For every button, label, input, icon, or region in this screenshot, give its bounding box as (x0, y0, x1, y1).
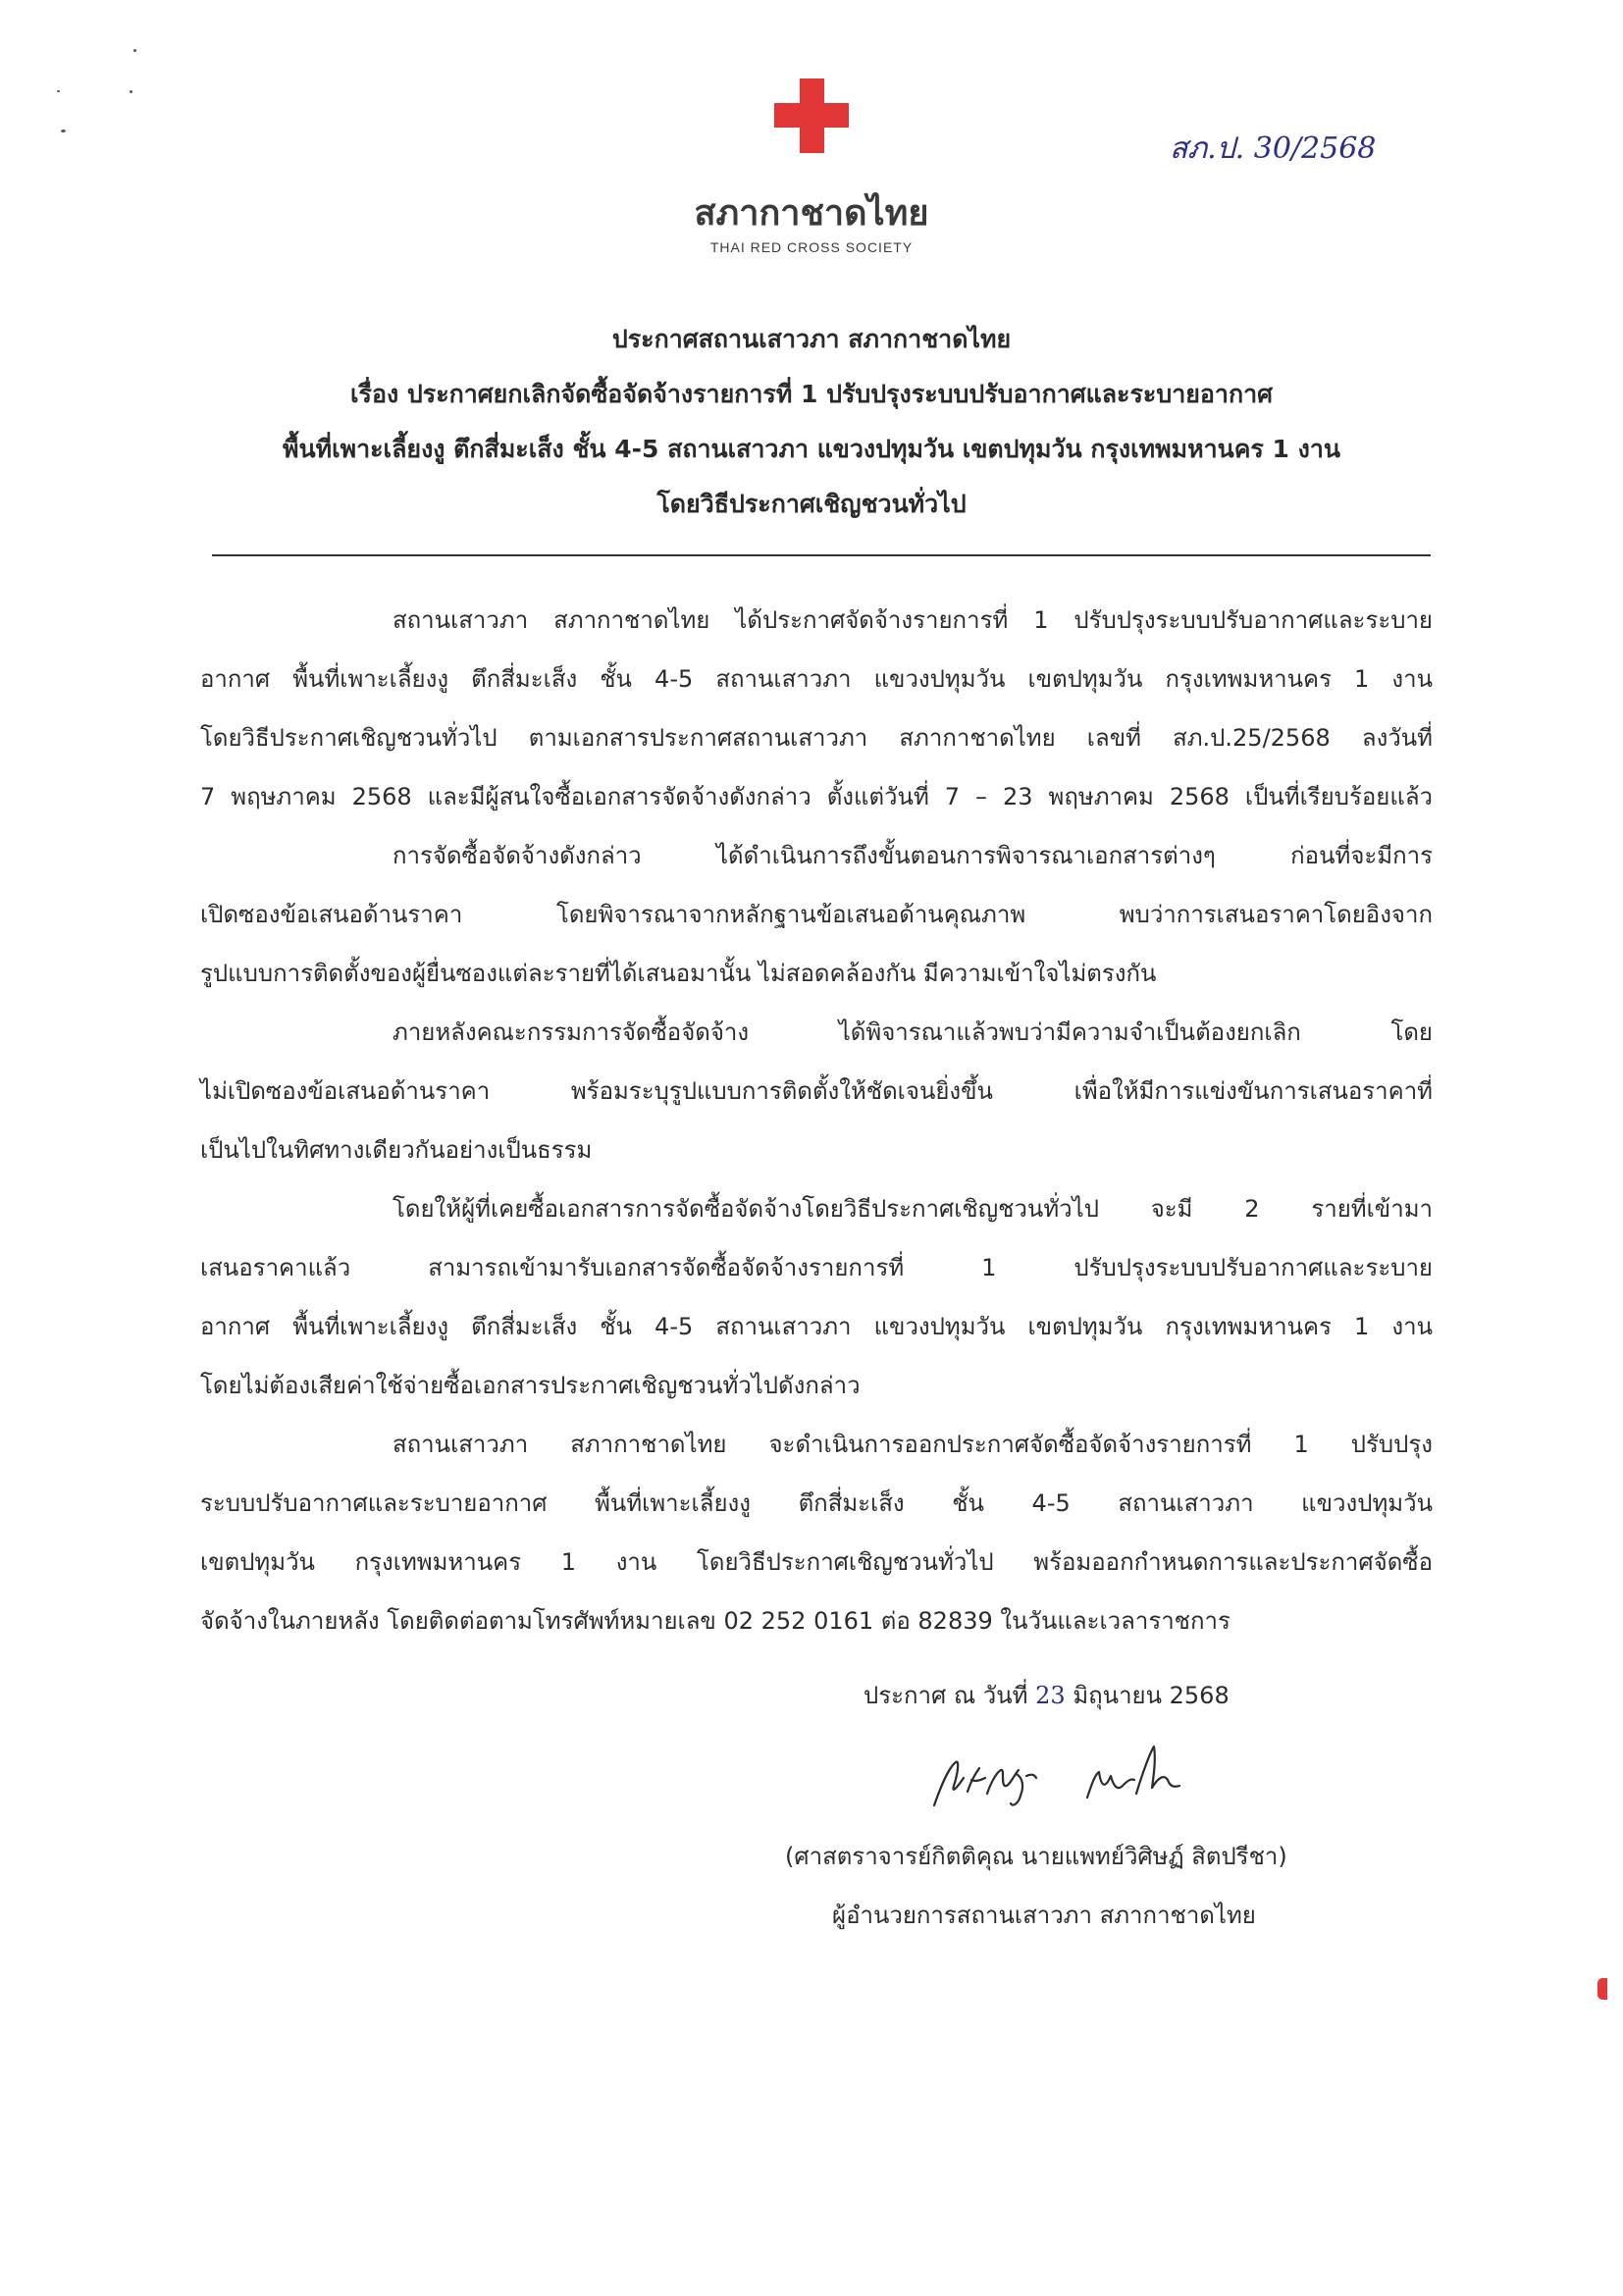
scan-speck (133, 49, 136, 52)
reference-number: สภ.ป. 30/2568 (1170, 131, 1377, 166)
body-line: โดยให้ผู้ที่เคยซื้อเอกสารการจัดซื้อจัดจ้างโดยวิธีประกาศเชิญชวนทั่วไป จะมี 2 รายที่เข้ามา (393, 1195, 1433, 1223)
body-line: รูปแบบการติดตั้งของผู้ยื่นซองแต่ละรายที่ได้เสนอมานั้น ไม่สอดคล้องกัน มีความเข้าใจไม่ตรงกัน (200, 960, 1157, 987)
title-divider (212, 554, 1431, 556)
body-line: การจัดซื้อจัดจ้างดังกล่าว ได้ดำเนินการถึงขั้นตอนการพิจารณาเอกสารต่างๆ ก่อนที่จะมีการ (393, 842, 1433, 869)
org-name-english: THAI RED CROSS SOCIETY (709, 239, 914, 255)
body-line: โดยไม่ต้องเสียค่าใช้จ่ายซื้อเอกสารประกาศเชิญชวนทั่วไปดังกล่าว (200, 1372, 861, 1399)
signatory-position: ผู้อำนวยการสถานเสาวภา สภากาชาดไทย (832, 1902, 1256, 1929)
announcement-date (864, 1681, 1230, 1710)
scan-speck (57, 90, 60, 92)
announcement-subject: เรื่อง ประกาศยกเลิกจัดซื้อจัดจ้างรายการที่ 1 ปรับปรุงระบบปรับอากาศและระบายอากาศ (350, 380, 1273, 408)
body-line: สถานเสาวภา สภากาชาดไทย ได้ประกาศจัดจ้างรายการที่ 1 ปรับปรุงระบบปรับอากาศและระบาย (393, 606, 1433, 634)
announcement-heading: ประกาศสถานเสาวภา สภากาชาดไทย (611, 325, 1012, 353)
body-line: ภายหลังคณะกรรมการจัดซื้อจัดจ้าง ได้พิจารณาแล้วพบว่ามีความจำเป็นต้องยกเลิก โดย (393, 1018, 1433, 1046)
date-day: 23 (1035, 1682, 1066, 1709)
body-line: เป็นไปในทิศทางเดียวกันอย่างเป็นธรรม (200, 1136, 593, 1164)
announcement-method: โดยวิธีประกาศเชิญชวนทั่วไป (656, 490, 967, 518)
body-line: โดยวิธีประกาศเชิญชวนทั่วไป ตามเอกสารประกาศสถานเสาวภา สภากาชาดไทย เลขที่ สภ.ป.25/2568 ลงวันที่ (200, 724, 1433, 752)
body-line: จัดจ้างในภายหลัง โดยติดต่อตามโทรศัพท์หมายเลข 02 252 0161 ต่อ 82839 ในวันและเวลาราชการ (200, 1607, 1230, 1635)
body-line: อากาศ พื้นที่เพาะเลี้ยงงู ตึกสี่มะเส็ง ชั้น 4-5 สถานเสาวภา แขวงปทุมวัน เขตปทุมวัน กรุงเทพมหานคร 1 งาน (200, 665, 1433, 693)
handwritten-signature (922, 1735, 1217, 1823)
announcement-location: พื้นที่เพาะเลี้ยงงู ตึกสี่มะเส็ง ชั้น 4-5 สถานเสาวภา แขวงปทุมวัน เขตปทุมวัน กรุงเทพมหานคร 1 งาน (283, 435, 1340, 463)
body-line: เปิดซองข้อเสนอด้านราคา โดยพิจารณาจากหลักฐานข้อเสนอด้านคุณภาพ พบว่าการเสนอราคาโดยอิงจาก (200, 901, 1433, 928)
red-cross-logo (774, 78, 849, 153)
signatory-name: (ศาสตราจารย์กิตติคุณ นายแพทย์วิศิษฏ์ สิตปรีชา) (785, 1843, 1287, 1870)
date-prefix: ประกาศ ณ วันที่ (864, 1682, 1028, 1709)
body-line: เขตปทุมวัน กรุงเทพมหานคร 1 งาน โดยวิธีประกาศเชิญชวนทั่วไป พร้อมออกกำหนดการและประกาศจัดซื้อ (200, 1548, 1433, 1576)
org-name-thai: สภากาชาดไทย (694, 193, 929, 234)
date-month-year: มิถุนายน 2568 (1073, 1682, 1230, 1709)
body-line: ไม่เปิดซองข้อเสนอด้านราคา พร้อมระบุรูปแบบการติดตั้งให้ชัดเจนยิ่งขึ้น เพื่อให้มีการแข่งขันการเสนอราคาที่ (200, 1077, 1433, 1105)
body-line: อากาศ พื้นที่เพาะเลี้ยงงู ตึกสี่มะเส็ง ชั้น 4-5 สถานเสาวภา แขวงปทุมวัน เขตปทุมวัน กรุงเทพมหานคร 1 งาน (200, 1313, 1433, 1340)
body-line: สถานเสาวภา สภากาชาดไทย จะดำเนินการออกประกาศจัดซื้อจัดจ้างรายการที่ 1 ปรับปรุง (393, 1431, 1433, 1458)
body-line: เสนอราคาแล้ว สามารถเข้ามารับเอกสารจัดซื้อจัดจ้างรายการที่ 1 ปรับปรุงระบบปรับอากาศและระบาย (200, 1254, 1433, 1281)
body-line: ระบบปรับอากาศและระบายอากาศ พื้นที่เพาะเลี้ยงงู ตึกสี่มะเส็ง ชั้น 4-5 สถานเสาวภา แขวงปทุมวัน (200, 1489, 1433, 1517)
scan-speck (130, 90, 132, 93)
body-line: 7 พฤษภาคม 2568 และมีผู้สนใจซื้อเอกสารจัดจ้างดังกล่าว ตั้งแต่วันที่ 7 – 23 พฤษภาคม 2568 เป็นที่เรียบร้อยแล้ว (200, 783, 1433, 810)
edge-red-mark (1597, 1978, 1607, 2000)
scan-speck (61, 130, 66, 132)
